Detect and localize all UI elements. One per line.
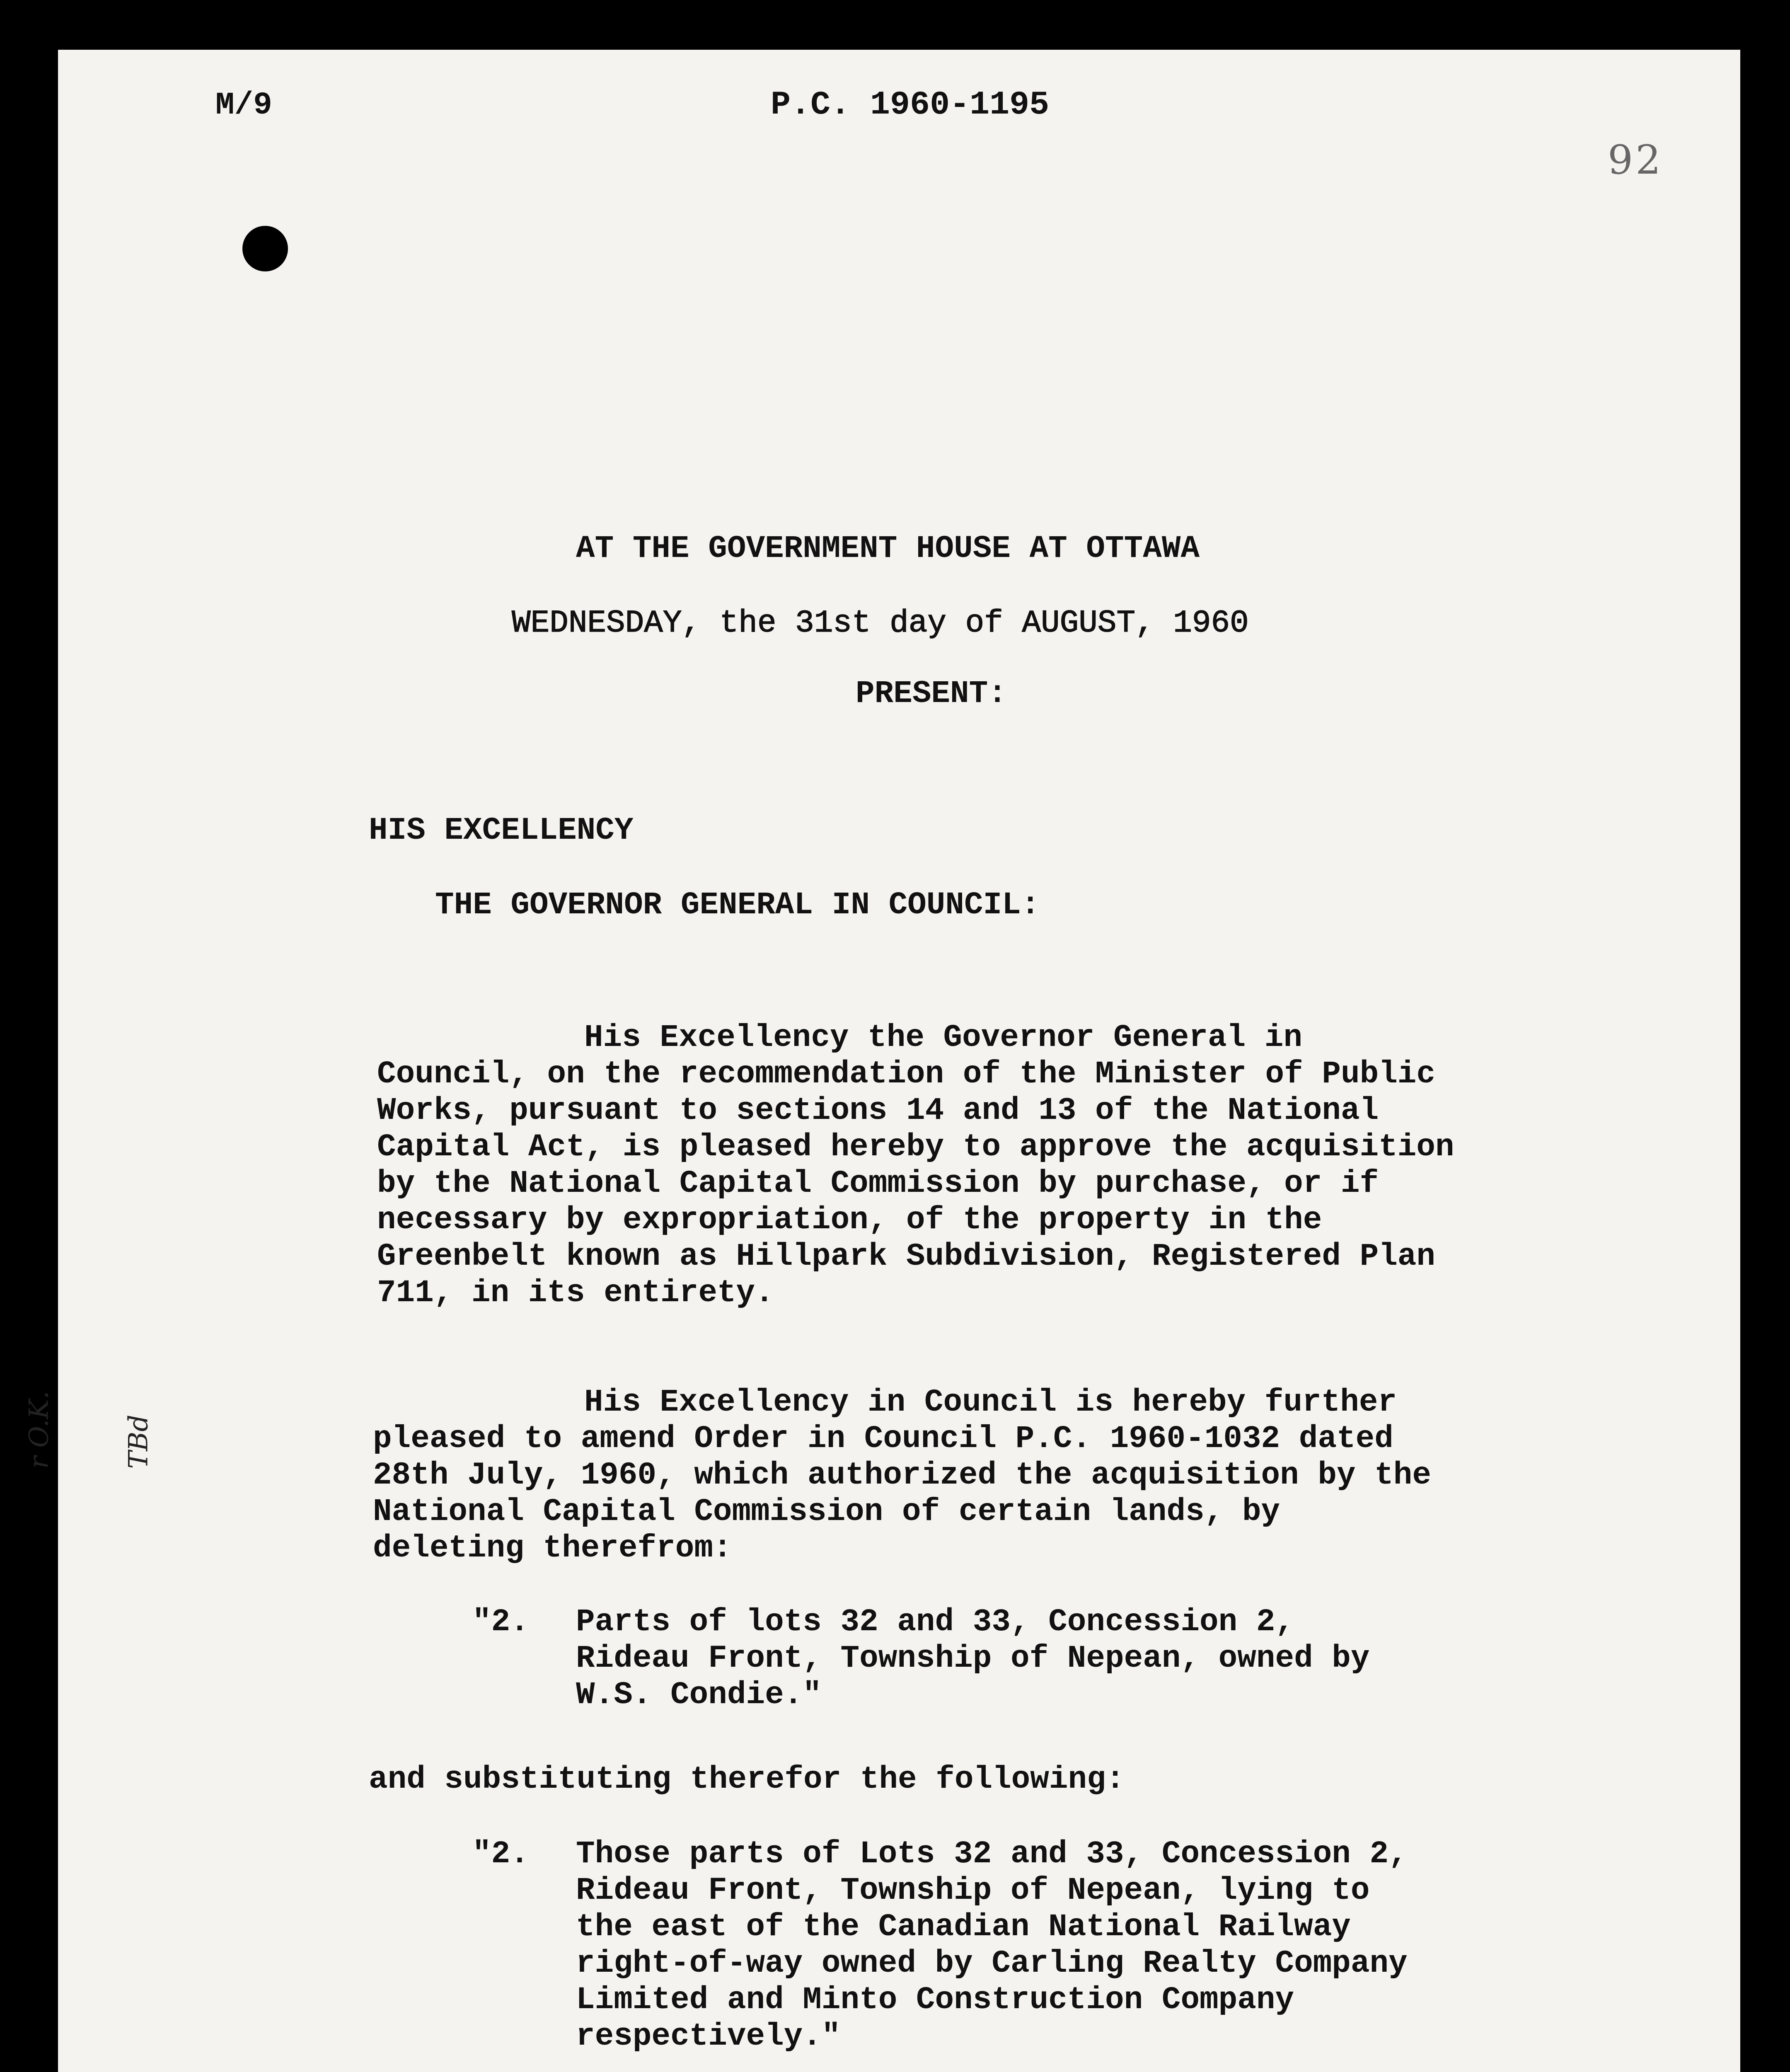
- document-page: [24, 50, 1740, 2072]
- paragraph1-line: 711, in its entirety.: [377, 1275, 774, 1311]
- paragraph1-line: by the National Capital Commission by purchase, or if: [377, 1166, 1379, 1201]
- margin-note: [0, 1316, 221, 1469]
- paragraph1-line: Works, pursuant to sections 14 and 13 of the National: [377, 1093, 1379, 1128]
- paragraph2-line: His Excellency in Council is hereby further: [584, 1385, 1397, 1420]
- quote1-line: W.S. Condie.": [576, 1677, 822, 1713]
- quote1-number: "2.: [472, 1604, 529, 1640]
- heading-present: PRESENT:: [856, 676, 1007, 712]
- quote1-line: Parts of lots 32 and 33, Concession 2,: [576, 1604, 1294, 1640]
- quote2-line: respectively.": [576, 2019, 841, 2054]
- paragraph2-line: National Capital Commission of certain lands, by: [373, 1494, 1280, 1530]
- file-mark: M/9: [215, 87, 272, 123]
- paragraph1-line: necessary by expropriation, of the property in the: [377, 1202, 1322, 1238]
- margin-note-line: r O.K.: [24, 1391, 55, 1469]
- transition-line: and substituting therefor the following:: [369, 1762, 1125, 1797]
- punch-hole: [242, 226, 288, 271]
- paragraph1-line: Greenbelt known as Hillpark Subdivision, Registered Plan: [377, 1239, 1436, 1274]
- margin-note-line: TBd: [123, 1414, 154, 1469]
- quote2-number: "2.: [472, 1836, 529, 1872]
- heading-place: AT THE GOVERNMENT HOUSE AT OTTAWA: [576, 531, 1200, 566]
- paragraph2-line: deleting therefrom:: [373, 1530, 732, 1566]
- paragraph2-line: 28th July, 1960, which authorized the acquisition by the: [373, 1457, 1432, 1493]
- heading-date: WEDNESDAY, the 31st day of AUGUST, 1960: [512, 605, 1249, 641]
- paragraph1-line: His Excellency the Governor General in: [584, 1020, 1303, 1055]
- quote2-line: Those parts of Lots 32 and 33, Concession 2,: [576, 1836, 1408, 1872]
- quote2-line: right-of-way owned by Carling Realty Company: [576, 1946, 1408, 1981]
- quote2-line: Rideau Front, Township of Nepean, lying to: [576, 1873, 1370, 1908]
- paragraph2-line: pleased to amend Order in Council P.C. 1960-1032 dated: [373, 1421, 1393, 1457]
- present-excellency: HIS EXCELLENCY: [369, 813, 634, 848]
- present-governor-general: THE GOVERNOR GENERAL IN COUNCIL:: [435, 887, 1040, 923]
- paragraph1-line: Capital Act, is pleased hereby to approve the acquisition: [377, 1129, 1454, 1165]
- order-number: P.C. 1960-1195: [771, 86, 1050, 124]
- paragraph1-line: Council, on the recommendation of the Minister of Public: [377, 1056, 1436, 1092]
- quote2-line: the east of the Canadian National Railway: [576, 1909, 1351, 1945]
- signature-drawing: [638, 2006, 1699, 2072]
- quote1-line: Rideau Front, Township of Nepean, owned by: [576, 1641, 1370, 1676]
- page-number: 92: [1608, 137, 1664, 183]
- quote2-line: Limited and Minto Construction Company: [576, 1982, 1294, 2018]
